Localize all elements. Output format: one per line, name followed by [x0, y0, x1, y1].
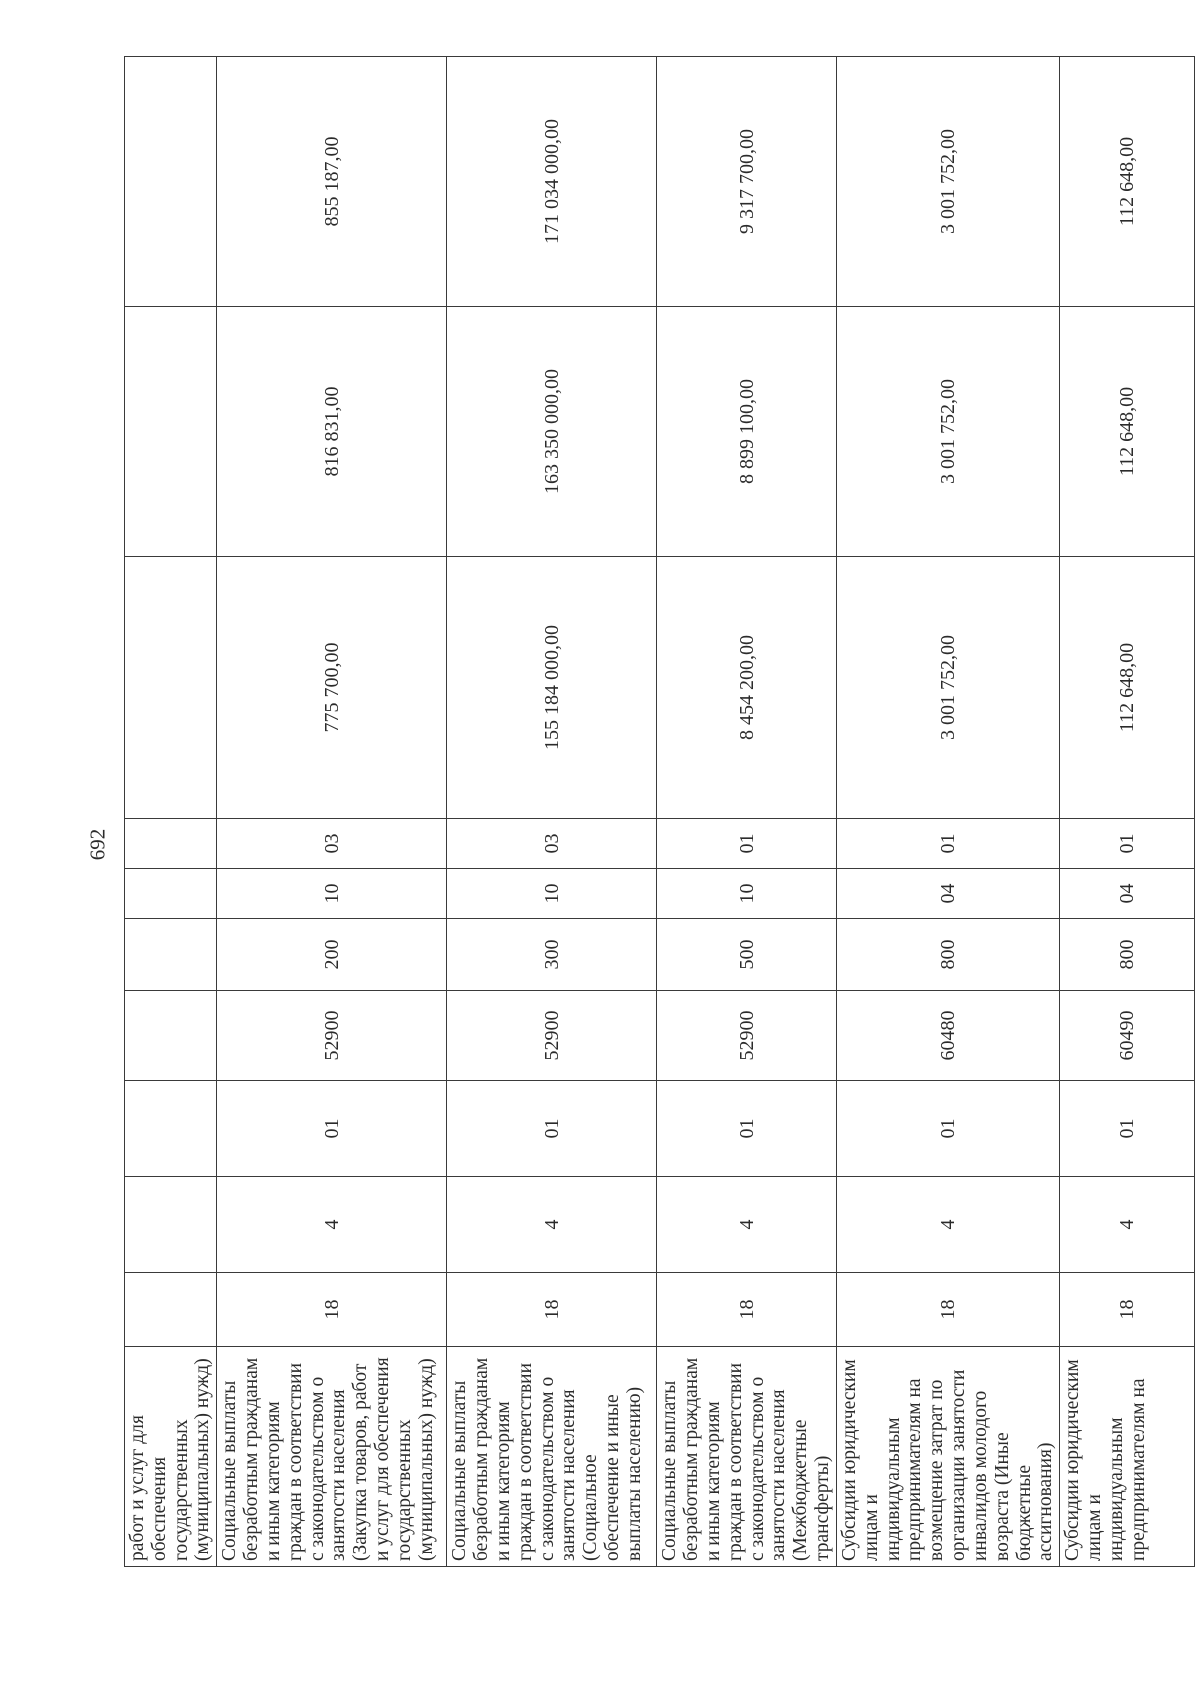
cell-gr: 18 [1060, 1273, 1195, 1347]
cell-z2: 52900 [217, 991, 447, 1081]
row-description: Социальные выплаты безработным гражданам и иным категориям граждан в соответствии с законодательством о занятости населения (Закупка товаров, работ и услуг для обеспечения государственных (муниципальных) нужд) [217, 1347, 447, 1567]
cell-pz: 03 [217, 819, 447, 869]
cell-gr: 18 [447, 1273, 657, 1347]
cell-sum3: 9 317 700,00 [657, 57, 837, 307]
cell-sum2: 163 350 000,00 [447, 307, 657, 557]
cell-sum3: 171 034 000,00 [447, 57, 657, 307]
table-row [657, 57, 837, 1567]
cell-sum3 [125, 57, 217, 307]
cell-z1: 01 [657, 1081, 837, 1177]
row-description: Субсидии юридическим лицам и индивидуальным предпринимателям на возмещение затрат по организации занятости инвалидов молодого возраста (Иные бюджетные ассигнования) [836, 1347, 1059, 1567]
cell-pz [125, 819, 217, 869]
cell-rz: 10 [217, 869, 447, 919]
table-row [1060, 57, 1195, 1567]
cell-vr: 500 [657, 919, 837, 991]
cell-vr: 800 [836, 919, 1059, 991]
cell-sum3: 855 187,00 [217, 57, 447, 307]
cell-sum1: 155 184 000,00 [447, 557, 657, 819]
cell-sum3: 3 001 752,00 [836, 57, 1059, 307]
cell-rz: 04 [1060, 869, 1195, 919]
cell-z2: 52900 [447, 991, 657, 1081]
cell-sum1: 8 454 200,00 [657, 557, 837, 819]
table-row [217, 57, 447, 1567]
cell-gr: 18 [657, 1273, 837, 1347]
row-description: Социальные выплаты безработным гражданам и иным категориям граждан в соответствии с законодательством о занятости населения (Социальное обеспечение и иные выплаты населению) [447, 1347, 657, 1567]
cell-pz: 01 [1060, 819, 1195, 869]
cell-z1: 01 [836, 1081, 1059, 1177]
cell-z2: 60490 [1060, 991, 1195, 1081]
row-description: работ и услуг для обеспечения государственных (муниципальных) нужд) [125, 1347, 217, 1567]
budget-table [124, 56, 1195, 1567]
cell-sum2: 8 899 100,00 [657, 307, 837, 557]
cell-pz: 01 [657, 819, 837, 869]
cell-pr: 4 [1060, 1177, 1195, 1273]
cell-rz: 10 [657, 869, 837, 919]
row-description: Социальные выплаты безработным гражданам и иным категориям граждан в соответствии с законодательством о занятости населения (Межбюджетные трансферты) [657, 1347, 837, 1567]
cell-z1: 01 [447, 1081, 657, 1177]
row-description: Субсидии юридическим лицам и индивидуальным предпринимателям на [1060, 1347, 1195, 1567]
cell-z1: 01 [1060, 1081, 1195, 1177]
cell-vr: 300 [447, 919, 657, 991]
cell-sum2: 816 831,00 [217, 307, 447, 557]
cell-pr: 4 [217, 1177, 447, 1273]
cell-pr: 4 [657, 1177, 837, 1273]
cell-z2: 52900 [657, 991, 837, 1081]
cell-sum3: 112 648,00 [1060, 57, 1195, 307]
cell-rz: 04 [836, 869, 1059, 919]
cell-z1: 01 [217, 1081, 447, 1177]
cell-gr: 18 [836, 1273, 1059, 1347]
cell-z1 [125, 1081, 217, 1177]
rotated-table-container [124, 57, 1149, 1567]
cell-rz [125, 869, 217, 919]
cell-pr: 4 [447, 1177, 657, 1273]
cell-pz: 01 [836, 819, 1059, 869]
table-row [125, 57, 217, 1567]
table-row [836, 57, 1059, 1567]
cell-sum1 [125, 557, 217, 819]
cell-vr: 200 [217, 919, 447, 991]
cell-vr [125, 919, 217, 991]
page-number: 692 [85, 828, 110, 861]
cell-sum1: 112 648,00 [1060, 557, 1195, 819]
cell-z2 [125, 991, 217, 1081]
cell-sum1: 775 700,00 [217, 557, 447, 819]
cell-sum2: 112 648,00 [1060, 307, 1195, 557]
cell-sum2 [125, 307, 217, 557]
cell-pz: 03 [447, 819, 657, 869]
cell-pr [125, 1177, 217, 1273]
cell-sum2: 3 001 752,00 [836, 307, 1059, 557]
cell-pr: 4 [836, 1177, 1059, 1273]
cell-gr: 18 [217, 1273, 447, 1347]
cell-rz: 10 [447, 869, 657, 919]
table-row [447, 57, 657, 1567]
cell-gr [125, 1273, 217, 1347]
cell-sum1: 3 001 752,00 [836, 557, 1059, 819]
cell-z2: 60480 [836, 991, 1059, 1081]
cell-vr: 800 [1060, 919, 1195, 991]
